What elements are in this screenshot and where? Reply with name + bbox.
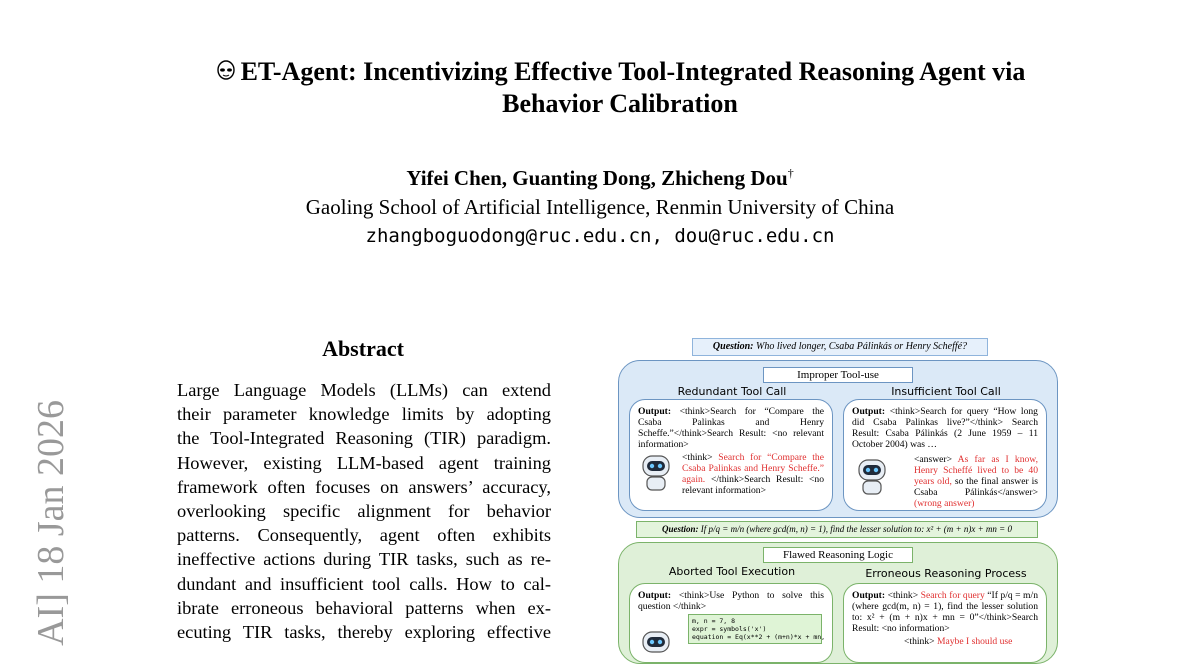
code-snippet: m, n = 7, 8 expr = symbols('x') equation = Eq(x**2 + (m+n)*x + mn, <box>688 614 822 644</box>
question-text: If p/q = m/n (where gcd(m, n) = 1), find the lesser solution to: x² + (m + n)x + mn = 0 <box>700 524 1013 534</box>
robot-icon <box>854 456 890 496</box>
output-label: Output: <box>852 590 886 601</box>
authors-text: Yifei Chen, Guanting Dong, Zhicheng Dou <box>406 166 788 190</box>
output-label: Output: <box>638 406 672 417</box>
answer-tag: <answer> <box>914 454 952 465</box>
think-tag: <think> <box>887 590 919 601</box>
title-line-2: Behavior Calibration <box>502 89 738 118</box>
author-emails: zhangboguodong@ruc.edu.cn, dou@ruc.edu.cn <box>365 225 835 247</box>
question-box-2 <box>636 521 1038 538</box>
abstract-line: However, existing LLM-based agent training <box>177 452 551 473</box>
abstract-line: patterns. Consequently, agent often exhibits <box>177 525 551 546</box>
card-text: <think>Search for query “How long did Csaba Palinkas live?”</think> Search Result: Csaba Pálinkás (2 June 1959 – 11 October 2004) was … <box>852 406 1038 450</box>
error-text: Search for query <box>920 590 985 601</box>
abstract-line: ineffective actions during TIR tasks, such as re- <box>177 549 551 570</box>
corresponding-author-mark: † <box>787 166 794 180</box>
panel-tag: Improper Tool-use <box>763 367 913 383</box>
abstract-heading: Abstract <box>322 336 404 361</box>
affiliation: Gaoling School of Artificial Intelligence, Renmin University of China <box>305 195 895 219</box>
arxiv-stamp-text: AI] 18 Jan 2026 <box>30 400 72 646</box>
abstract-line: Large Language Models (LLMs) can extend <box>177 380 551 400</box>
output-label: Output: <box>638 590 672 601</box>
column-heading: Aborted Tool Execution <box>668 565 796 578</box>
question-label: Question: <box>712 341 754 352</box>
question-label: Question: <box>661 524 699 534</box>
card-text: “If p/q = m/n (where gcd(m, n) = 1), find the lesser solution to: x² + (m + n)x + mn = 0”</think>Search Result: <no information> <box>852 590 1038 634</box>
abstract-line: dundant and insufficient tool calls. How to cal- <box>177 573 551 594</box>
alien-logo-icon <box>215 60 237 82</box>
error-text: Search for “Compare the Csaba Palinkas and Henry Scheffe.” again. <box>682 452 824 485</box>
wrong-answer-label: (wrong answer) <box>914 498 975 509</box>
insufficient-call-card <box>843 399 1047 511</box>
arxiv-stamp <box>26 400 76 650</box>
title-line-1: ET-Agent: Incentivizing Effective Tool-Integrated Reasoning Agent via <box>240 57 1026 86</box>
column-heading: Insufficient Tool Call <box>891 385 1001 398</box>
card-text: so the final answer is Csaba Pálinkás</answer> <box>914 476 1038 498</box>
robot-icon <box>638 628 674 668</box>
question-text: Who lived longer, Csaba Pálinkás or Henry Scheffé? <box>755 341 968 352</box>
redundant-call-card <box>629 399 833 511</box>
output-label: Output: <box>852 406 886 417</box>
card-text: </think>Search Result: <no relevant information> <box>682 474 825 496</box>
abstract-line: the Tool-Integrated Reasoning (TIR) paradigm. <box>177 428 551 449</box>
flawed-reasoning-panel <box>618 542 1058 664</box>
question-box-1 <box>692 338 988 356</box>
improper-tool-use-panel <box>618 360 1058 518</box>
robot-icon <box>638 452 674 492</box>
abstract-line: their parameter knowledge limits by adopting <box>177 404 551 425</box>
think-tag: <think> <box>682 452 713 463</box>
error-text: Maybe I should use <box>936 636 1013 647</box>
abstract-line: ecuting TIR tasks, thereby exploring effective <box>177 622 551 643</box>
panel-tag: Flawed Reasoning Logic <box>763 547 913 563</box>
aborted-execution-card <box>629 583 833 663</box>
paper-title <box>120 56 1120 120</box>
card-text: <think>Search for “Compare the Csaba Palinkas and Henry Scheffe.”</think>Search Result: <no relevant information> <box>638 406 825 450</box>
abstract-line: ibrate erroneous behavioral patterns when ex- <box>177 597 551 618</box>
author-list <box>0 166 1200 191</box>
think-tag: <think> <box>904 636 935 647</box>
abstract-line: overlooking specific alignment for behavior <box>177 501 551 522</box>
abstract-line: framework often focuses on answers’ accuracy, <box>177 476 551 497</box>
column-heading: Erroneous Reasoning Process <box>865 567 1027 580</box>
error-text: As far as I know, Henry Scheffé lived to be 40 years old, <box>914 454 1038 487</box>
abstract-body <box>177 378 551 644</box>
card-text: <think>Use Python to solve this question </think> <box>638 590 824 612</box>
teaser-figure <box>616 336 1060 648</box>
erroneous-reasoning-card <box>843 583 1047 663</box>
column-heading: Redundant Tool Call <box>677 385 787 398</box>
